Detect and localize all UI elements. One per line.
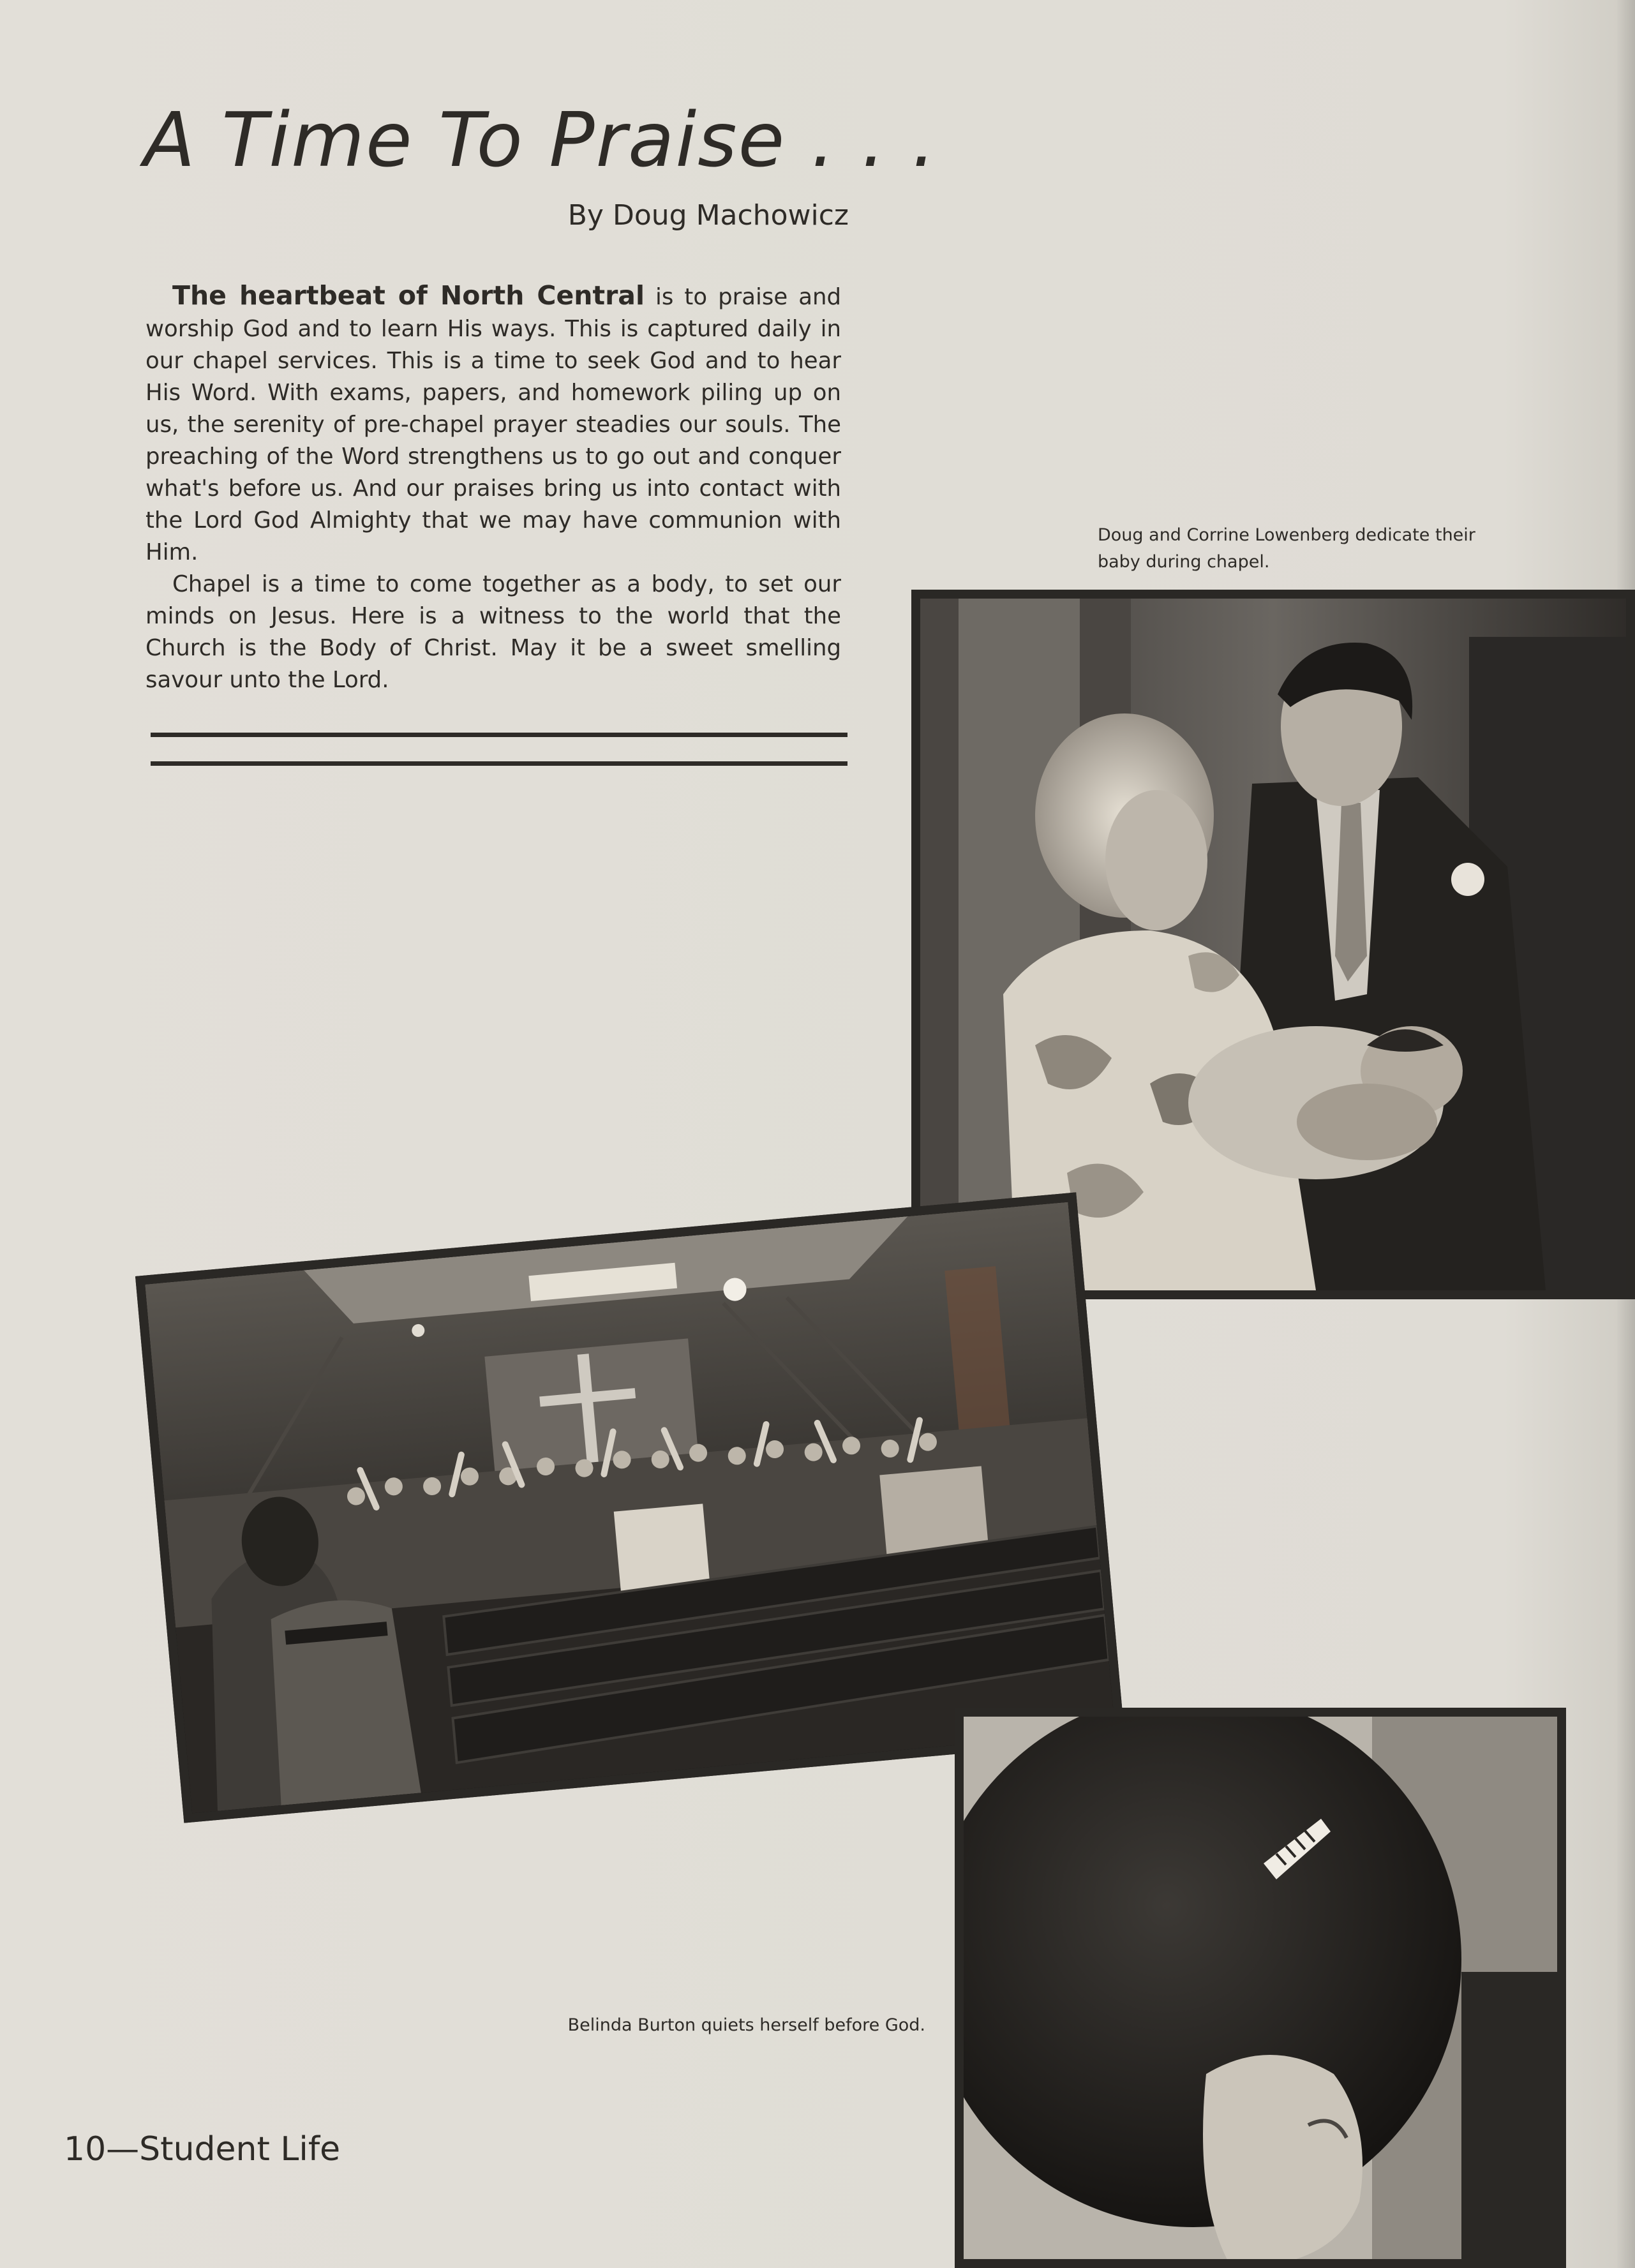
belinda-image (964, 1717, 1557, 2268)
caption-baby-dedication: Doug and Corrine Lowenberg dedicate their baby during chapel. (1098, 525, 1475, 572)
byline: By Doug Machowicz (567, 199, 849, 232)
baby-dedication-image (920, 599, 1626, 1290)
paragraph-1 (146, 280, 841, 569)
photo-baby-dedication (911, 590, 1635, 1299)
divider-rule-top (151, 733, 847, 737)
article-body (146, 280, 841, 696)
article-title: A Time To Praise . . . (144, 96, 937, 184)
divider-rule-bottom (151, 761, 847, 766)
page-folio: 10—Student Life (64, 2130, 341, 2168)
caption-belinda: Belinda Burton quiets herself before God. (567, 2015, 925, 2035)
paragraph-1-text: is to praise and worship God and to learn His ways. This is captured daily in our chapel services. This is a time to seek God and to hear His Word. With exams, papers, and homework piling up on us, the serenity of pre-chapel prayer steadies our souls. The preaching of the Word strengthens us to go out and conquer what's before us. And our praises bring us into contact with the Lord God Almighty that we may have communion with Him. (146, 284, 841, 565)
photo-belinda-burton (955, 1708, 1566, 2268)
paragraph-2: Chapel is a time to come together as a body, to set our minds on Jesus. Here is a witness to the world that the Church is the Body of Christ. May it be a sweet smelling savour unto the Lord. (146, 571, 841, 693)
lead-in: The heartbeat of North Central (172, 280, 645, 311)
